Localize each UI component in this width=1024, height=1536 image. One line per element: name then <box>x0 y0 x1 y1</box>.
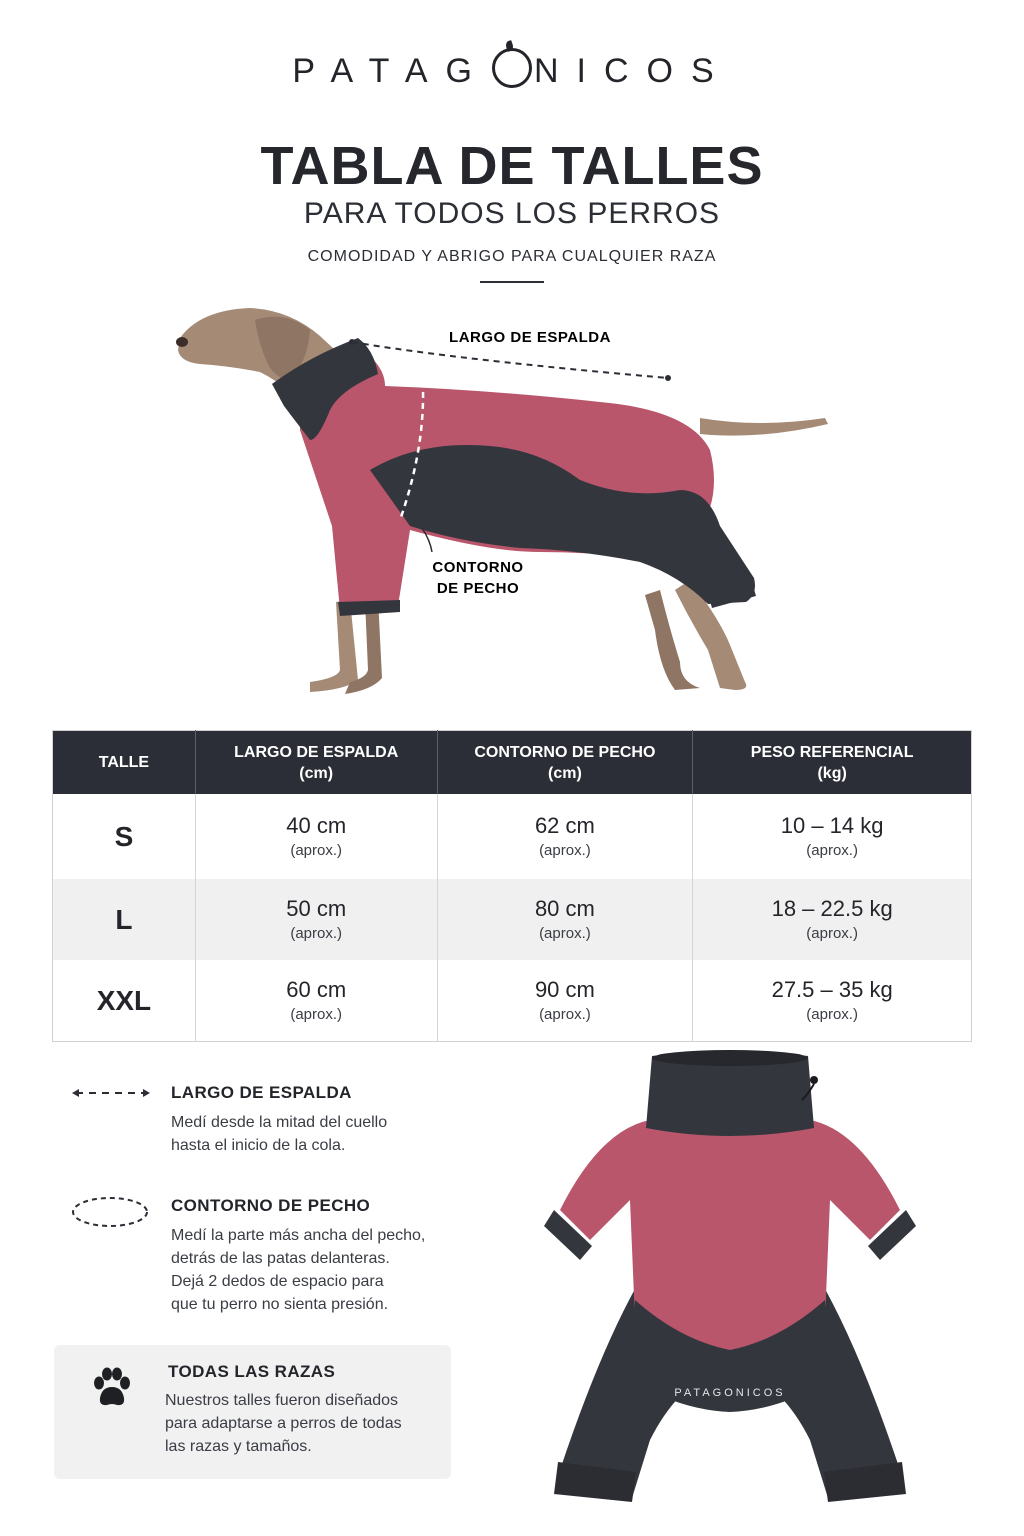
dog-suit-front-cuff <box>338 600 400 616</box>
dog-measurement-illustration <box>160 290 840 710</box>
size-cell: XXL <box>96 984 152 1016</box>
legend-back-text: Medí desde la mitad del cuello hasta el inicio de la cola. <box>171 1114 388 1154</box>
header-weight: PESO REFERENCIAL (kg) <box>693 731 972 795</box>
brand-name-right: NICOS <box>534 52 732 90</box>
legend-chest-title: CONTORNO DE PECHO <box>171 1196 371 1215</box>
back-length-guide <box>352 342 668 378</box>
legend-chest-text: Medí la parte más ancha del pecho, detrás de las patas delanteras. Dejá 2 dedos de espacio para que tu perro no sienta presión. <box>171 1227 426 1313</box>
size-cell: L <box>53 879 196 960</box>
header-chest: CONTORNO DE PECHO (cm) <box>437 731 693 795</box>
brand-name-left: PATAG <box>292 52 490 90</box>
back-cell: 50 cm (aprox.) <box>195 879 437 960</box>
dashed-ellipse-icon <box>70 1194 150 1230</box>
weight-cell: 27.5 – 35 kg (aprox.) <box>693 960 972 1042</box>
back-cell: 60 cm (aprox.) <box>195 960 437 1042</box>
dog-nose <box>176 337 188 347</box>
chest-cell: 62 cm (aprox.) <box>437 794 693 879</box>
size-cell: S <box>114 820 134 852</box>
dashed-arrow-icon <box>70 1084 152 1102</box>
paw-o-logo-icon <box>492 48 532 88</box>
back-length-label: LARGO DE ESPALDA <box>449 329 611 346</box>
table-row <box>53 794 972 879</box>
garment-illustration <box>540 1050 920 1520</box>
header-talle: TALLE <box>53 731 196 795</box>
divider <box>480 281 544 283</box>
paw-icon <box>90 1367 134 1409</box>
page-subtitle: PARA TODOS LOS PERROS <box>303 197 721 230</box>
chest-cell: 80 cm (aprox.) <box>437 879 693 960</box>
weight-cell: 10 – 14 kg (aprox.) <box>693 794 972 879</box>
garment-logo-text: PATAGONICOS <box>674 1387 786 1399</box>
chest-label-line1: CONTORNO <box>432 559 524 576</box>
back-length-start-dot <box>349 339 355 345</box>
size-table <box>52 730 972 1042</box>
chest-cell: 90 cm (aprox.) <box>437 960 693 1042</box>
back-length-end-dot <box>665 375 671 381</box>
garment-collar-opening <box>652 1050 808 1066</box>
back-cell: 40 cm (aprox.) <box>195 794 437 879</box>
header-back-length: LARGO DE ESPALDA (cm) <box>195 731 437 795</box>
legend-back-title: LARGO DE ESPALDA <box>171 1083 352 1102</box>
legend-breeds-text: Nuestros talles fueron diseñados para adaptarse a perros de todas las razas y tamaños. <box>165 1392 402 1455</box>
table-row <box>53 879 972 960</box>
weight-cell: 18 – 22.5 kg (aprox.) <box>693 879 972 960</box>
garment-toggle-icon <box>810 1076 818 1084</box>
dog-tail <box>700 418 828 436</box>
chest-label-line2: DE PECHO <box>436 580 520 597</box>
table-row <box>53 960 972 1042</box>
page-tagline: COMODIDAD Y ABRIGO PARA CUALQUIER RAZA <box>307 248 717 265</box>
all-breeds-card <box>54 1345 451 1479</box>
brand-logo <box>0 48 1024 91</box>
garment-body-pink <box>560 1120 900 1360</box>
page-title: TABLA DE TALLES <box>260 136 764 196</box>
size-table-header <box>53 731 972 795</box>
legend-breeds-title: TODAS LAS RAZAS <box>168 1362 336 1381</box>
